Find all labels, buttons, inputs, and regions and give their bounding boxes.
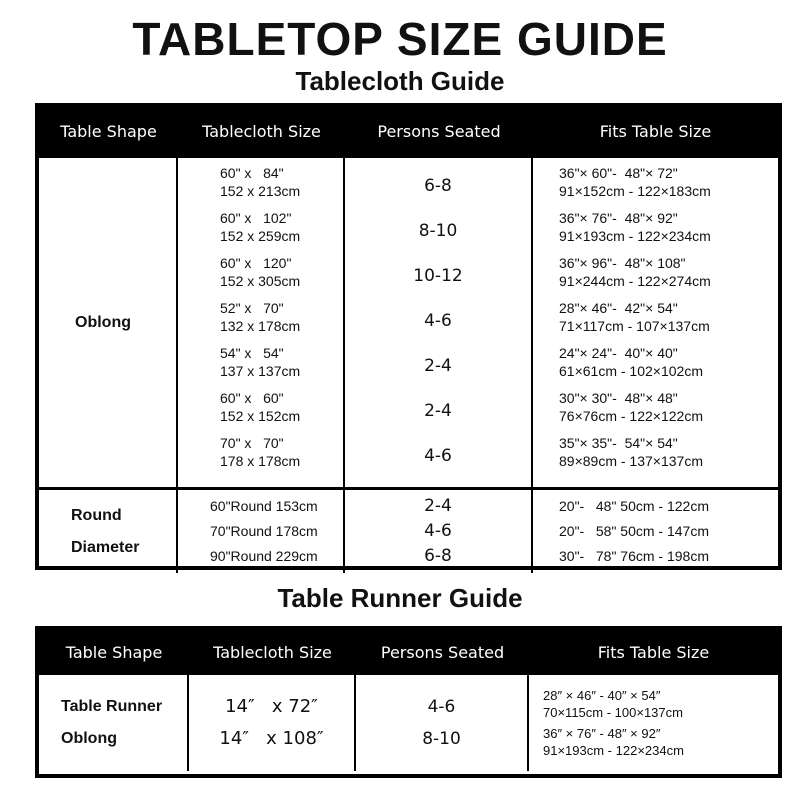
fits-cell: [543, 687, 778, 721]
size-inches: 60" x 120": [220, 255, 292, 271]
fits-cm: 70×115cm - 100×137cm: [543, 705, 683, 720]
size-cm: 137 x 137cm: [220, 363, 301, 379]
size-inches: 70" x 70": [220, 435, 284, 451]
size-inches: 60" x 102": [220, 210, 292, 226]
fits-column: [529, 675, 778, 771]
shape-round: [39, 490, 178, 573]
runner-section: [39, 675, 778, 771]
fits-inches: 36"× 76"- 48"× 92": [559, 210, 678, 226]
persons-column: [356, 675, 529, 771]
fits-cell: [533, 434, 778, 479]
shape-label: Oblong: [75, 313, 131, 331]
persons-cell: 6-8: [424, 176, 452, 196]
table-header: [39, 107, 778, 155]
size-cm: 152 x 213cm: [220, 183, 301, 199]
runner-table: [35, 626, 782, 778]
fits-cell: [533, 254, 778, 299]
persons-cell: 8-10: [418, 221, 458, 241]
round-section: [39, 487, 778, 573]
persons-cell: 4-6: [427, 697, 456, 717]
fits-cm: 91×152cm - 122×183cm: [559, 183, 711, 199]
persons-cell: 2-4: [424, 356, 452, 376]
header-table-shape: Table Shape: [65, 643, 163, 662]
size-cell: [178, 164, 343, 209]
fits-cm: 76×76cm - 122×122cm: [559, 408, 703, 424]
fits-cell: [533, 209, 778, 254]
tablecloth-heading: Tablecloth Guide: [295, 66, 505, 96]
persons-cell: 10-12: [413, 266, 463, 286]
fits-cm: 61×61cm - 102×102cm: [559, 363, 703, 379]
size-cell: [178, 344, 343, 389]
size-cell: [178, 299, 343, 344]
fits-inches: 28"× 46"- 42"× 54": [559, 300, 678, 316]
shape-label: Round: [71, 506, 122, 524]
size-cell: 14″ x 72″: [225, 696, 318, 717]
header-persons-seated: Persons Seated: [380, 643, 505, 662]
size-column: [178, 158, 345, 487]
persons-cell: 6-8: [424, 546, 452, 566]
persons-cell: 4-6: [424, 311, 452, 331]
persons-column: [345, 158, 533, 487]
fits-cm: 91×193cm - 122×234cm: [559, 228, 711, 244]
size-column: [189, 675, 356, 771]
fits-cell: 30"- 78" 76cm - 198cm: [559, 548, 710, 564]
shape-runner: [39, 675, 189, 771]
persons-cell: 2-4: [424, 401, 452, 421]
fits-cm: 89×89cm - 137×137cm: [559, 453, 703, 469]
tablecloth-table: [35, 103, 782, 570]
header-table-shape: Table Shape: [60, 121, 157, 141]
fits-inches: 36"× 60"- 48"× 72": [559, 165, 678, 181]
size-cm: 132 x 178cm: [220, 318, 301, 334]
size-cm: 152 x 305cm: [220, 273, 301, 289]
fits-cm: 91×244cm - 122×274cm: [559, 273, 711, 289]
fits-inches: 28″ × 46″ - 40″ × 54″: [543, 688, 661, 703]
size-cell: 60"Round 153cm: [210, 498, 318, 514]
fits-cell: 20"- 48" 50cm - 122cm: [559, 498, 710, 514]
fits-cell: [533, 299, 778, 344]
size-inches: 52" x 70": [220, 300, 284, 316]
runner-heading: Table Runner Guide: [277, 583, 523, 613]
fits-cm: 71×117cm - 107×137cm: [559, 318, 710, 334]
fits-inches: 24"× 24"- 40"× 40": [559, 345, 678, 361]
size-cell: 70"Round 178cm: [210, 523, 318, 539]
persons-column: [345, 490, 533, 573]
persons-cell: 8-10: [422, 729, 461, 749]
shape-label: Table Runner: [61, 698, 163, 715]
table-header: [39, 630, 778, 675]
fits-inches: 35"× 35"- 54"× 54": [559, 435, 678, 451]
size-cell: [178, 209, 343, 254]
size-inches: 60" x 84": [220, 165, 284, 181]
fits-inches: 30"× 30"- 48"× 48": [559, 390, 678, 406]
oblong-section: [39, 155, 778, 487]
size-cm: 178 x 178cm: [220, 453, 301, 469]
size-cm: 152 x 259cm: [220, 228, 301, 244]
fits-inches: 36″ × 76″ - 48″ × 92″: [543, 726, 661, 741]
page-title: TABLETOP SIZE GUIDE: [132, 13, 668, 65]
shape-oblong: [39, 158, 178, 487]
fits-cm: 91×193cm - 122×234cm: [543, 743, 684, 758]
fits-cell: [533, 344, 778, 389]
size-inches: 60" x 60": [220, 390, 284, 406]
size-inches: 54" x 54": [220, 345, 284, 361]
header-persons-seated: Persons Seated: [377, 121, 501, 141]
fits-column: [533, 490, 778, 573]
fits-cell: [543, 725, 778, 759]
persons-cell: 4-6: [424, 521, 452, 541]
size-cell: 90"Round 229cm: [210, 548, 318, 564]
size-cell: 14″ x 108″: [219, 728, 324, 749]
shape-label: Diameter: [71, 538, 140, 556]
header-fits-table-size: Fits Table Size: [599, 121, 712, 141]
size-cell: [178, 389, 343, 434]
size-cell: [178, 434, 343, 479]
fits-inches: 36"× 96"- 48"× 108": [559, 255, 686, 271]
fits-cell: 20"- 58" 50cm - 147cm: [559, 523, 710, 539]
size-column: [178, 490, 345, 573]
shape-label: Oblong: [61, 730, 117, 747]
persons-cell: 2-4: [424, 496, 452, 516]
header-fits-table-size: Fits Table Size: [597, 643, 710, 662]
size-cell: [178, 254, 343, 299]
size-cm: 152 x 152cm: [220, 408, 301, 424]
fits-cell: [533, 164, 778, 209]
fits-cell: [533, 389, 778, 434]
header-tablecloth-size: Tablecloth Size: [202, 121, 321, 141]
fits-column: [533, 158, 778, 487]
header-tablecloth-size: Tablecloth Size: [213, 643, 332, 662]
persons-cell: 4-6: [424, 446, 452, 466]
